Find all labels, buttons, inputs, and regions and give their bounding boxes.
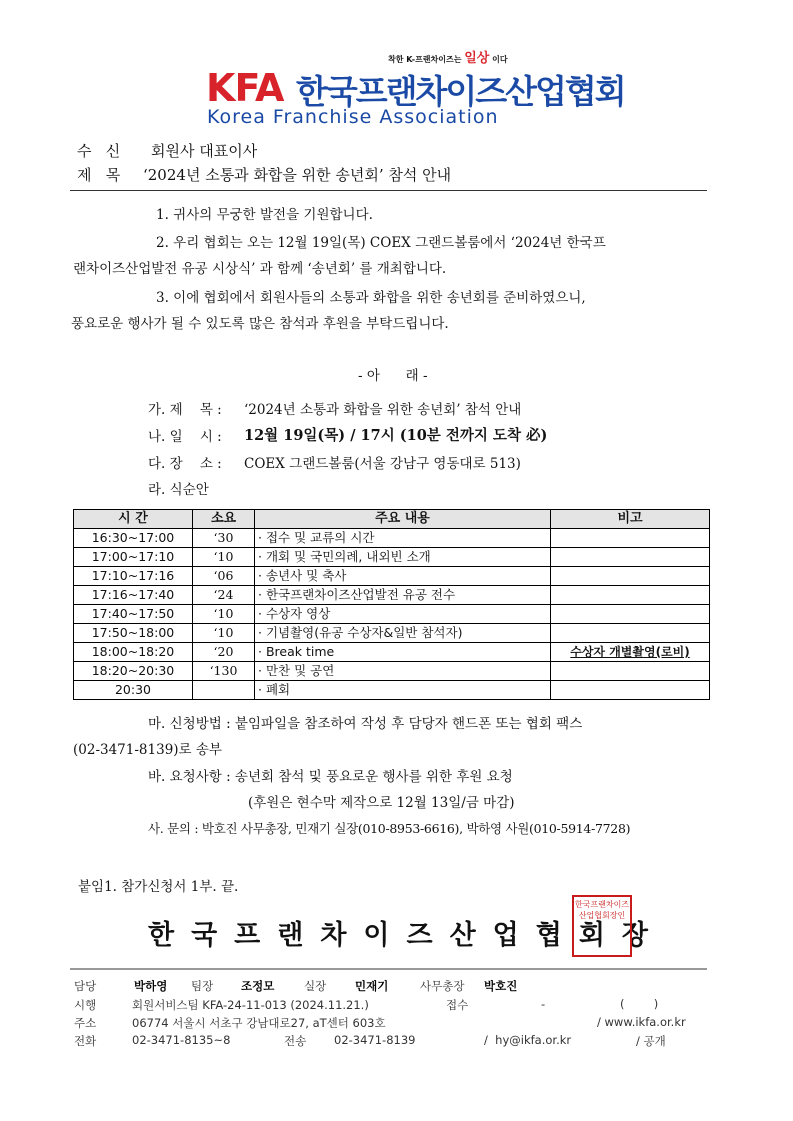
cell-note — [551, 624, 710, 643]
cell-time: 17:50~18:00 — [74, 624, 193, 643]
footer-name-lead — [241, 978, 274, 994]
paragraph-3b: 풍요로운 행사가 될 수 있도록 많은 참석과 후원을 부탁드립니다. — [71, 316, 449, 332]
subject-label: 제 목 — [77, 166, 121, 184]
cell-note — [551, 662, 710, 681]
item-f-line2: (후원은 현수막 제작으로 12월 13일/금 마감) — [248, 795, 515, 811]
cell-duration: ‘24 — [193, 586, 255, 605]
cell-duration: ‘130 — [193, 662, 255, 681]
cell-duration: ‘30 — [193, 529, 255, 548]
footer-name-staff — [134, 978, 167, 994]
col-time: 시 간 — [74, 510, 193, 529]
table-row — [74, 567, 710, 586]
cell-content: · 만찬 및 공연 — [255, 662, 551, 681]
table-row — [74, 643, 710, 662]
table-row — [74, 529, 710, 548]
footer-label-lead: 팀장 — [191, 979, 214, 993]
table-row — [74, 662, 710, 681]
seal-text: 한국프랜차이즈산업협회장인 — [574, 900, 630, 920]
below-heading: - 아 래 - — [358, 368, 428, 384]
cell-note — [551, 681, 710, 700]
footer-label-address: 주소 — [74, 1016, 97, 1030]
item-e-line2: (02-3471-8139)로 송부 — [73, 742, 222, 758]
footer-email: / hy@ikfa.or.kr — [484, 1033, 572, 1047]
cell-content: · 송년사 및 축사 — [255, 567, 551, 586]
paragraph-3a: 3. 이에 협회에서 회원사들의 소통과 화합을 위한 송년회를 준비하였으니, — [156, 290, 586, 306]
cell-duration: ‘10 — [193, 624, 255, 643]
cell-note — [551, 529, 710, 548]
cell-note — [551, 567, 710, 586]
item-a-label: 가. 제 목 : — [148, 402, 222, 418]
item-g-line1: 사. 문의 : 박호진 사무총장, 민재기 실장(010-8953-6616), 박하영 사원(010-5914-7728) — [148, 821, 631, 836]
cell-time: 20:30 — [74, 681, 193, 700]
recipient-label: 수 신 — [77, 142, 121, 160]
cell-duration: ‘10 — [193, 548, 255, 567]
paragraph-1: 1. 귀사의 무궁한 발전을 기원합니다. — [156, 207, 373, 223]
item-c-label: 다. 장 소 : — [148, 456, 222, 472]
item-e-line1: 마. 신청방법 : 붙임파일을 참조하여 작성 후 담당자 핸드폰 또는 협회 팩스 — [148, 716, 583, 732]
cell-duration: ‘20 — [193, 643, 255, 662]
col-duration: 소요 — [193, 510, 255, 529]
table-row — [74, 605, 710, 624]
cell-note — [551, 605, 710, 624]
cell-content: · 접수 및 교류의 시간 — [255, 529, 551, 548]
item-f-line1: 바. 요청사항 : 송년회 참석 및 풍요로운 행사를 위한 후원 요청 — [148, 769, 513, 785]
cell-time: 18:00~18:20 — [74, 643, 193, 662]
director-name: 민재기 — [355, 979, 389, 993]
table-row — [74, 624, 710, 643]
cell-time: 18:20~20:30 — [74, 662, 193, 681]
cell-content: · 수상자 영상 — [255, 605, 551, 624]
cell-duration: ‘06 — [193, 567, 255, 586]
logo-tagline — [388, 47, 508, 66]
footer-phone: 02-3471-8135~8 — [132, 1033, 231, 1047]
official-seal — [572, 895, 632, 957]
footer-issue-number: 회원서비스팀 KFA-24-11-013 (2024.11.21.) — [132, 998, 369, 1012]
footer-label-fax: 전송 — [284, 1034, 307, 1048]
lead-name: 조정모 — [241, 979, 275, 993]
item-c-value: COEX 그랜드볼룸(서울 강남구 영동대로 513) — [244, 456, 521, 472]
cell-time: 17:16~17:40 — [74, 586, 193, 605]
item-d-label: 라. 식순안 — [148, 482, 209, 498]
cell-content: · 폐회 — [255, 681, 551, 700]
kfa-logo: KFA — [206, 66, 284, 110]
cell-note — [551, 548, 710, 567]
signer-organization: 한국프랜차이즈산업협회장 — [148, 920, 665, 951]
cell-content: · 한국프랜차이즈산업발전 유공 전수 — [255, 586, 551, 605]
footer-label-director: 실장 — [304, 979, 327, 993]
paragraph-2b: 랜차이즈산업발전 유공 시상식’ 과 함께 ‘송년회’ 를 개최합니다. — [73, 261, 447, 277]
association-name-en: Korea Franchise Association — [207, 106, 499, 128]
tagline-suffix: 이다 — [492, 55, 508, 64]
cell-duration — [193, 681, 255, 700]
staff-name: 박하영 — [134, 979, 168, 993]
footer-address: 06774 서울시 서초구 강남대로27, aT센터 603호 — [132, 1016, 386, 1030]
attachment-note: 붙임1. 참가신청서 1부. 끝. — [78, 879, 239, 895]
cell-duration: ‘10 — [193, 605, 255, 624]
cell-time: 17:10~17:16 — [74, 567, 193, 586]
table-row — [74, 681, 710, 700]
footer-name-secretary — [484, 978, 517, 994]
item-b-label: 나. 일 시 : — [148, 429, 222, 445]
schedule-header-row — [74, 510, 710, 529]
table-row — [74, 586, 710, 605]
recipient: 회원사 대표이사 — [151, 142, 258, 160]
footer-label-received: 접수 — [446, 998, 469, 1012]
col-note: 비고 — [551, 510, 710, 529]
paragraph-2a: 2. 우리 협회는 오는 12월 19일(목) COEX 그랜드볼룸에서 ‘2024년 한국프 — [156, 235, 606, 251]
cell-content: · 개회 및 국민의례, 내외빈 소개 — [255, 548, 551, 567]
footer-name-director — [355, 978, 388, 994]
footer-label-phone: 전화 — [74, 1034, 97, 1048]
footer-disclosure: / 공개 — [636, 1034, 666, 1048]
item-a-value: ‘2024년 소통과 화합을 위한 송년회’ 참석 안내 — [244, 402, 522, 418]
col-content: 주요 내용 — [255, 510, 551, 529]
footer-divider — [70, 968, 707, 970]
subject: ‘2024년 소통과 화합을 위한 송년회’ 참석 안내 — [143, 166, 452, 184]
header-divider — [70, 190, 707, 191]
cell-content: · Break time — [255, 643, 551, 662]
cell-note — [551, 586, 710, 605]
cell-time: 17:00~17:10 — [74, 548, 193, 567]
footer-received-dash: - — [541, 997, 546, 1011]
footer-label-issued: 시행 — [74, 998, 97, 1012]
item-b-value: 12월 19일(목) / 17시 (10분 전까지 도착 必) — [244, 427, 548, 444]
cell-note: 수상자 개별촬영(로비) — [551, 643, 710, 662]
schedule-table — [73, 509, 710, 700]
cell-content: · 기념촬영(유공 수상자&일반 참석자) — [255, 624, 551, 643]
secretary-name: 박호진 — [484, 979, 518, 993]
footer-received-paren: ( ) — [620, 997, 659, 1011]
footer-label-staff: 담당 — [74, 979, 97, 993]
footer-label-secretary: 사무총장 — [420, 979, 465, 993]
association-name-ko: 한국프랜차이즈산업협회 — [296, 72, 625, 111]
cell-time: 17:40~17:50 — [74, 605, 193, 624]
tagline-mark: 일상 — [464, 51, 490, 66]
footer-fax: 02-3471-8139 — [334, 1033, 416, 1047]
cell-time: 16:30~17:00 — [74, 529, 193, 548]
table-row — [74, 548, 710, 567]
tagline-text: 착한 K-프랜차이즈는 — [388, 55, 462, 64]
footer-website: / www.ikfa.or.kr — [597, 1015, 686, 1029]
